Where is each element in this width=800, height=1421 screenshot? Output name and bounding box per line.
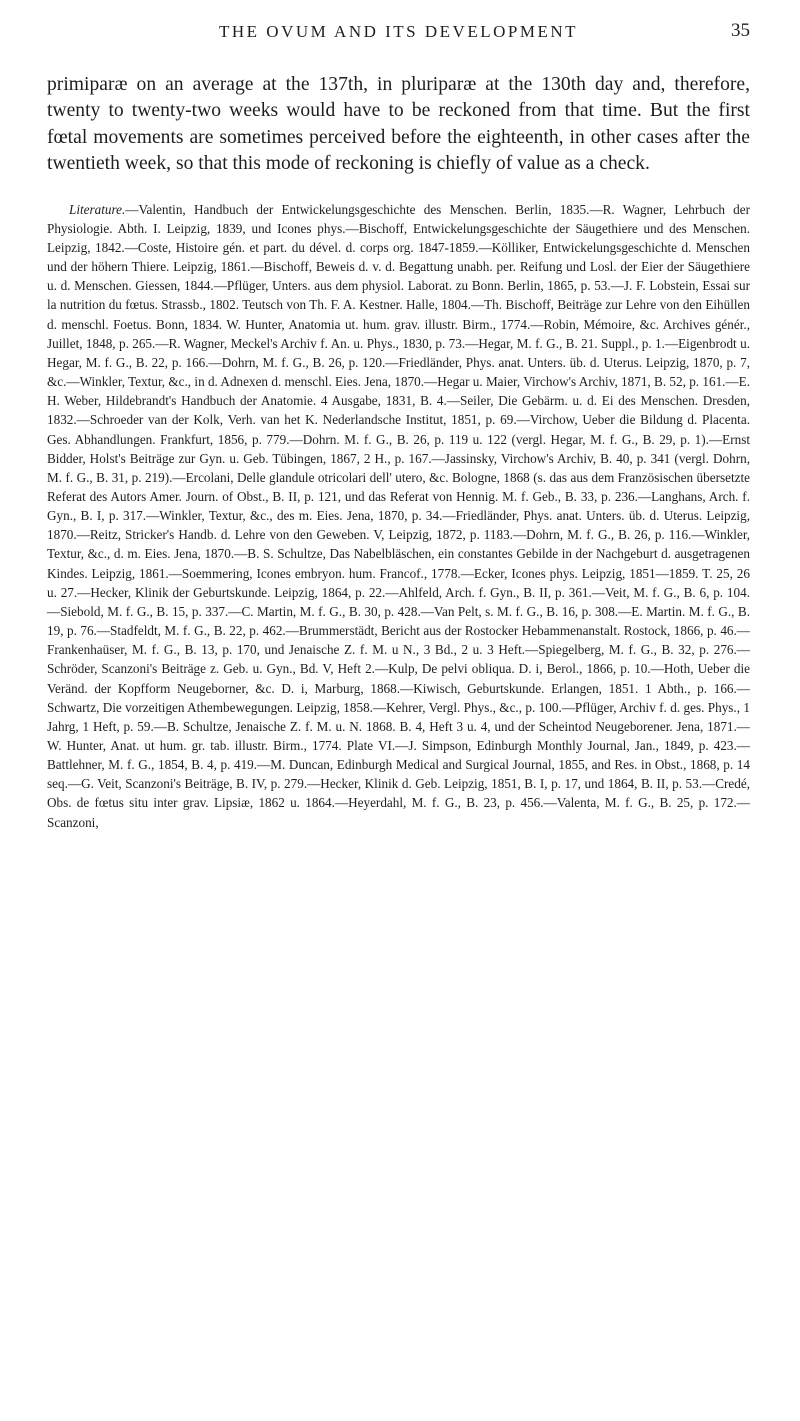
page-number: 35: [731, 20, 750, 41]
literature-text: —Valentin, Handbuch der Entwickelungsgeschichte des Menschen. Berlin, 1835.—R. Wagner, Lehrbuch der Physiologie. Abth. I. Leipzig, 1839, und Icones phys.—Bischoff, Entwickelungsgeschichte der Säugethiere und des Menschen. Leipzig, 1842.—Coste, Histoire gén. et part. du dével. d. corps org. 1847-1859.—Kölliker, Entwickelungsgeschichte d. Menschen und der höhern Thiere. Leipzig, 1861.—Bischoff, Beweis d. v. d. Begattung unabh. per. Reifung und Losl. der Eier der Säugethiere u. d. Menschen. Giessen, 1844.—Pflüger, Unters. aus dem physiol. Laborat. zu Bonn. Berlin, 1865, p. 53.—J. F. Lobstein, Essai sur la nutrition du fœtus. Strassb., 1802. Teutsch von Th. F. A. Kestner. Halle, 1804.—Th. Bischoff, Beiträge zur Lehre von den Eihüllen d. menschl. Foetus. Bonn, 1834. W. Hunter, Anatomia ut. hum. grav. illustr. Birm., 1774.—Robin, Mémoire, &c. Archives génér., Juillet, 1848, p. 265.—R. Wagner, Meckel's Archiv f. An. u. Phys., 1830, p. 73.—Hegar, M. f. G., B. 21. Suppl., p. 1.—Eigenbrodt u. Hegar, M. f. G., B. 22, p. 166.—Dohrn, M. f. G., B. 26, p. 120.—Friedländer, Phys. anat. Unters. üb. d. Uterus. Leipzig, 1870, p. 7, &c.—Winkler, Textur, &c., in d. Adnexen d. menschl. Eies. Jena, 1870.—Hegar u. Maier, Virchow's Archiv, 1871, B. 52, p. 161.—E. H. Weber, Hildebrandt's Handbuch der Anatomie. 4 Ausgabe, 1831, B. 4.—Seiler, Die Gebärm. u. d. Ei des Menschen. Dresden, 1832.—Schroeder van der Kolk, Verh. van het K. Nederlandsche Institut, 1851, p. 69.—Virchow, Ueber die Bildung d. Placenta. Ges. Abhandlungen. Frankfurt, 1856, p. 779.—Dohrn. M. f. G., B. 26, p. 119 u. 122 (vergl. Hegar, M. f. G., B. 29, p. 1).—Ernst Bidder, Holst's Beiträge zur Gyn. u. Geb. Tübingen, 1867, 2 H., p. 167.—Jassinsky, Virchow's Archiv, B. 40, p. 341 (vergl. Dohrn, M. f. G., B. 31, p. 219).—Ercolani, Delle glandule otricolari dell' utero, &c. Bologne, 1868 (s. das aus dem Französischen übersetzte Referat des Autors Amer. Journ. of Obst., B. II, p. 121, und das Referat von Hennig. M. f. Geb., B. 33, p. 236.—Langhans, Arch. f. Gyn., B. I, p. 317.—Winkler, Textur, &c., des m. Eies. Jena, 1870, p. 34.—Friedländer, Phys. anat. Unters. üb. d. Uterus. Leipzig, 1870.—Reitz, Stricker's Handb. d. Lehre von den Geweben. V, Leipzig, 1872, p. 1183.—Dohrn, M. f. G., B. 26, p. 116.—Winkler, Textur, &c., d. m. Eies. Jena, 1870.—B. S. Schultze, Das Nabelbläschen, ein constantes Gebilde in der Nachgeburt d. ausgetragenen Kindes. Leipzig, 1861.—Soemmering, Icones embryon. hum. Francof., 1778.—Ecker, Icones phys. Leipzig, 1851—1859. T. 25, 26 u. 27.—Hecker, Klinik der Geburtskunde. Leipzig, 1864, p. 22.—Ahlfeld, Arch. f. Gyn., B. II, p. 361.—Veit, M. f. G., B. 6, p. 104.—Siebold, M. f. G., B. 15, p. 337.—C. Martin, M. f. G., B. 30, p. 428.—Van Pelt, s. M. f. G., B. 16, p. 308.—E. Martin. M. f. G., B. 19, p. 76.—Stadfeldt, M. f. G., B. 22, p. 462.—Brummerstädt, Bericht aus der Rostocker Hebammenanstalt. Rostock, 1866, p. 46.—Frankenhaüser, M. f. G., B. 13, p. 170, und Jenaische Z. f. M. u N., 3 Bd., 2 u. 3 Heft.—Spiegelberg, M. f. G., B. 32, p. 276.—Schröder, Scanzoni's Beiträge z. Geb. u. Gyn., Bd. V, Heft 2.—Kulp, De pelvi obliqua. D. i, Berol., 1866, p. 10.—Hoth, Ueber die Veränd. der Kopfform Neugeborner, &c. D. i, Marburg, 1868.—Kiwisch, Geburtskunde. Erlangen, 1851. 1 Abth., p. 166.—Schwartz, Die vorzeitigen Athembewegungen. Leipzig, 1858.—Kehrer, Vergl. Phys., &c., p. 100.—Pflüger, Archiv f. d. ges. Phys., 1 Jahrg, 1 Heft, p. 59.—B. Schultze, Jenaische Z. f. M. u. N. 1868. B. 4, Heft 3 u. 4, und der Scheintod Neugeborener. Jena, 1871.—W. Hunter, Anat. ut hum. gr. tab. illustr. Birm., 1774. Plate VI.—J. Simpson, Edinburgh Monthly Journal, Jan., 1849, p. 423.—Battlehner, M. f. G., 1854, B. 4, p. 419.—M. Duncan, Edinburgh Medical and Surgical Journal, 1855, and Res. in Obst., 1868, p. 14 seq.—G. Veit, Scanzoni's Beiträge, B. IV, p. 279.—Hecker, Klinik d. Geb. Leipzig, 1851, B. I, p. 17, und 1864, B. II, p. 53.—Credé, Obs. de fœtus situ inter grav. Lipsiæ, 1862 u. 1864.—Heyerdahl, M. f. G., B. 23, p. 456.—Valenta, M. f. G., B. 25, p. 172.—Scanzoni,: [47, 201, 750, 830]
literature-label: Literature.: [69, 201, 126, 217]
running-title: THE OVUM AND ITS DEVELOPMENT: [219, 22, 578, 41]
body-paragraph: primiparæ on an average at the 137th, in pluriparæ at the 130th day and, therefore, twenty to twenty-two weeks would have to be reckoned from that time. But the first fœtal movements are sometimes perceived before the eighteenth, in other cases after the twentieth week, so that this mode of reckoning is chiefly of value as a check.: [47, 74, 750, 175]
page-header: [47, 0, 750, 48]
literature-paragraph: [47, 200, 750, 832]
